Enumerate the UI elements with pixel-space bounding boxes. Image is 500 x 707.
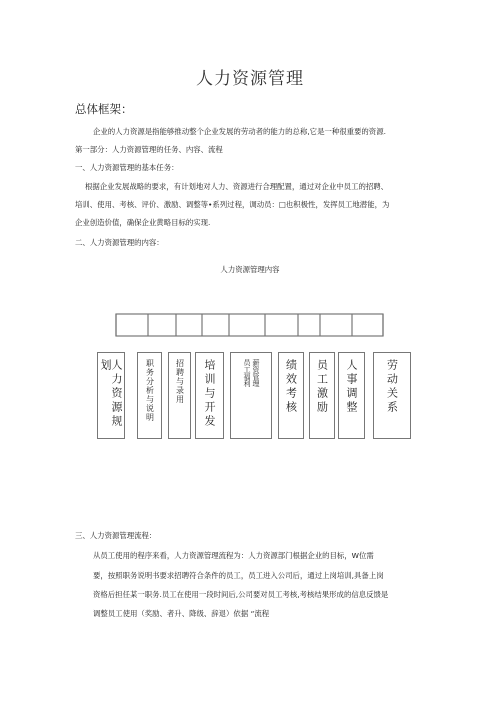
- part1-heading: 第一部分：人力资源管理的任务、内容、流程: [75, 145, 223, 154]
- box-xinzi-label: 薪资管理: [252, 359, 260, 387]
- heading-content: 二、人力资源管理的内容：: [75, 238, 164, 247]
- box-laodong: [373, 352, 411, 439]
- box-peixun: [195, 352, 224, 439]
- tasks-paragraph-line: 根据企业发展战略的要求，有计划地对人力、资源进行合理配置，通过对企业中员工的招聘、: [85, 182, 389, 191]
- org-chart-connectors: [90, 300, 410, 340]
- box-jixiao-label: 绩效考核: [284, 359, 298, 415]
- box-jixiao: [278, 352, 304, 439]
- box-jili-label: 员工激励: [315, 359, 329, 415]
- box-xinzi-label: 员工福利: [243, 359, 251, 387]
- box-zhaopin-label: 招聘与录用: [175, 359, 185, 404]
- tasks-paragraph-line: 培训、使用、考核、评价、激励、调整等•系列过程，调动员：□也积极性，发挥员工地潜能，为: [75, 200, 390, 209]
- process-paragraph-line: 要，按照职务说明书要求招聘符合条件的员工，员工进入公司后，通过上岗培训,具备上岗: [93, 571, 384, 580]
- section-heading: 总体框架：: [75, 102, 133, 116]
- box-zhiwufenxi: [137, 352, 162, 439]
- box-zhiwufenxi-label: 职务分析与说明: [145, 359, 155, 422]
- box-peixun-label: 培训与开发: [203, 359, 216, 429]
- heading-basic-tasks: 一、人力资源管理的基本任务：: [75, 163, 179, 172]
- box-jili: [309, 352, 335, 439]
- process-paragraph-line: [93, 608, 269, 619]
- box-tiaozheng: [338, 352, 365, 439]
- chart-title: 人力资源管理内容: [220, 265, 280, 274]
- box-tiaozheng-label: 人事调整: [345, 359, 358, 415]
- process-line-text: 调整员工使用（奖励、者升、降级、辞退）依据: [93, 609, 251, 618]
- process-paragraph-line: 从员工使用的程序来看，人力资源管理流程为：人力资源部门根据企业的目标，W位需: [93, 551, 374, 560]
- document-title: 人力资源管理: [196, 69, 304, 89]
- quote-mark: “: [250, 609, 255, 618]
- box-renliziyuanguihua: [97, 352, 125, 439]
- connector-ticks: [116, 314, 383, 336]
- box-zhaopin: [168, 352, 191, 439]
- heading-process: 三、人力资源管理流程：: [75, 531, 157, 540]
- process-line-tail: 流程: [254, 609, 270, 618]
- process-paragraph-line: 资格后担任某一职务.员工在使用一段时间后,公司要对员工考核,考核结果形成的信息反馈是: [93, 590, 389, 599]
- box-xinzi: [230, 352, 272, 439]
- intro-paragraph: 企业的人力资源是指能够推动整个企业发展的劳动者的能力的总称,它是一种很重要的资源.: [93, 127, 386, 136]
- connector-bar: [116, 314, 383, 336]
- tasks-paragraph-line: 企业创造价值，确保企业黄略目标的实现.: [75, 218, 211, 227]
- box-laodong-label: 劳动关系: [385, 359, 399, 415]
- box-renliziyuanguihua-label: 人力资源规划: [99, 359, 123, 429]
